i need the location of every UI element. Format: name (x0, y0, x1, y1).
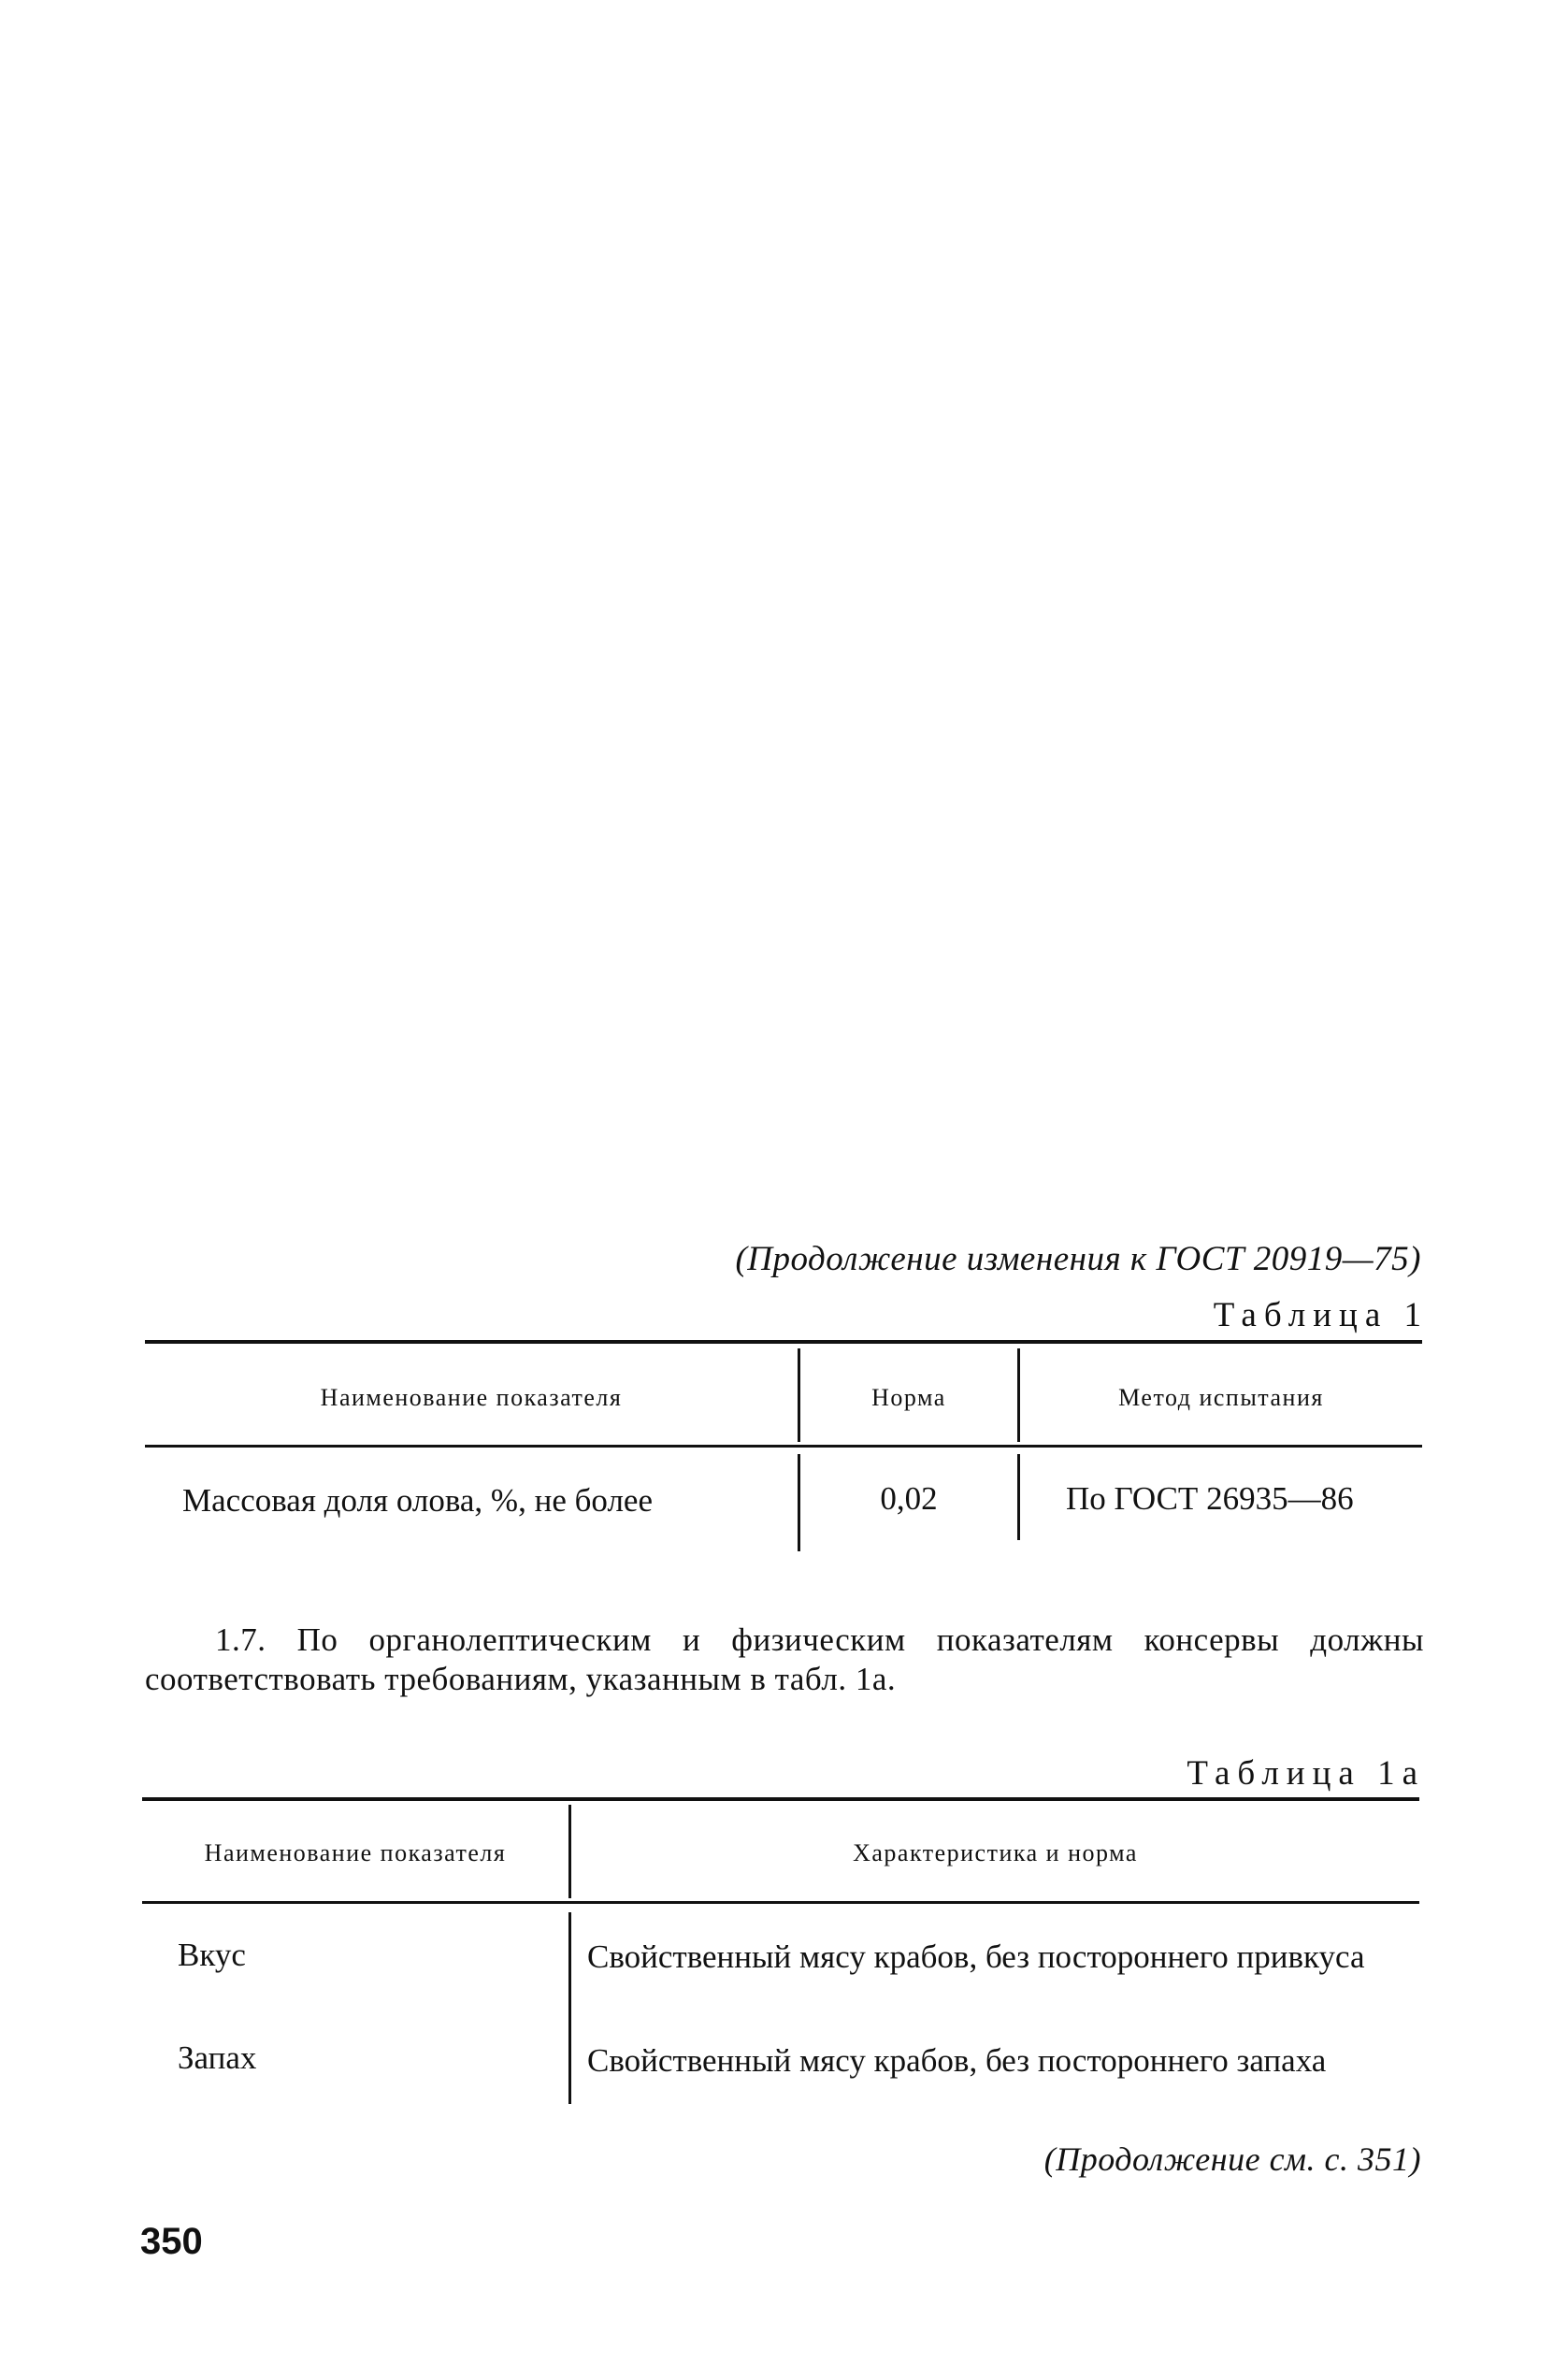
page-number: 350 (140, 2221, 203, 2262)
table-1-cell-name: Массовая доля олова, %, не более (182, 1482, 653, 1519)
table-1a-row-name: Запах (178, 2039, 257, 2076)
table-1a-header-rule (142, 1901, 1419, 1904)
table-1a-header-name: Наименование показателя (204, 1839, 507, 1866)
table-1-top-rule (145, 1340, 1422, 1344)
table-1a-header-characteristic: Характеристика и норма (853, 1839, 1138, 1866)
table-1a-top-rule (142, 1797, 1419, 1801)
table-1-header-method: Метод испытания (1118, 1384, 1324, 1411)
table-1a-row-value: Свойственный мясу крабов, без постороннего запаха (587, 2042, 1327, 2079)
table-1-col-divider (1017, 1454, 1020, 1540)
table-1a-row-name: Вкус (178, 1937, 246, 1973)
table-1a-col-divider (568, 1912, 571, 2104)
table-1-header-name: Наименование показателя (320, 1384, 623, 1411)
table-1-header-rule (145, 1445, 1422, 1448)
table-1a-row-value: Свойственный мясу крабов, без постороннего привкуса (587, 1938, 1365, 1975)
continuation-header: (Продолжение изменения к ГОСТ 20919—75) (735, 1240, 1421, 1278)
table-1-caption: Таблица 1 (1213, 1296, 1429, 1334)
continuation-footer: (Продолжение см. с. 351) (1043, 2140, 1421, 2178)
table-1-cell-norm: 0,02 (880, 1480, 938, 1517)
table-1-cell-method: По ГОСТ 26935—86 (1066, 1480, 1354, 1517)
paragraph-1-7: 1.7. По органолептическим и физическим показателям консервы должны соответствовать требованиям, указанным в табл. 1а. (145, 1621, 1424, 1697)
table-1a-caption: Таблица 1а (1187, 1754, 1425, 1793)
table-1-header-norm: Норма (871, 1384, 946, 1411)
